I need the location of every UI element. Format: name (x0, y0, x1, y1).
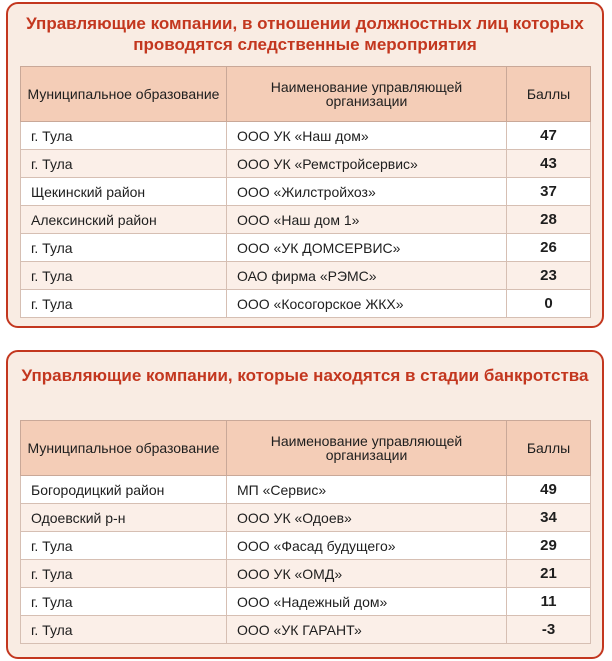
header-row (21, 67, 591, 122)
municipality-cell: Алексинский район (21, 206, 227, 234)
table-row (21, 290, 591, 318)
table-row (21, 504, 591, 532)
municipality-cell: г. Тула (21, 560, 227, 588)
organization-cell: ООО УК «Ремстройсервис» (227, 150, 507, 178)
organization-cell: ООО «Косогорское ЖКХ» (227, 290, 507, 318)
table-row (21, 588, 591, 616)
score-cell: 47 (507, 122, 591, 150)
score-cell: 26 (507, 234, 591, 262)
score-cell: 23 (507, 262, 591, 290)
municipality-cell: г. Тула (21, 616, 227, 644)
municipality-cell: г. Тула (21, 290, 227, 318)
organization-cell: МП «Сервис» (227, 476, 507, 504)
investigation-table (20, 66, 591, 318)
organization-cell: ООО «УК ДОМСЕРВИС» (227, 234, 507, 262)
bankruptcy-title: Управляющие компании, которые находятся в стадии банкротства (21, 366, 589, 385)
organization-cell: ОАО фирма «РЭМС» (227, 262, 507, 290)
municipality-cell: г. Тула (21, 588, 227, 616)
score-cell: 49 (507, 476, 591, 504)
table-row (21, 178, 591, 206)
organization-cell: ООО УК «Одоев» (227, 504, 507, 532)
header-municipality: Муниципальное образование (21, 421, 227, 476)
score-cell: 11 (507, 588, 591, 616)
investigation-panel (6, 2, 604, 328)
organization-cell: ООО «Наш дом 1» (227, 206, 507, 234)
organization-cell: ООО «Надежный дом» (227, 588, 507, 616)
header-municipality: Муниципальное образование (21, 67, 227, 122)
table-row (21, 234, 591, 262)
organization-cell: ООО «УК ГАРАНТ» (227, 616, 507, 644)
organization-cell: ООО «Жилстройхоз» (227, 178, 507, 206)
score-cell: 21 (507, 560, 591, 588)
table-row (21, 616, 591, 644)
score-cell: 43 (507, 150, 591, 178)
municipality-cell: г. Тула (21, 122, 227, 150)
header-organization: Наименование управляющей организации (227, 67, 507, 122)
table-row (21, 150, 591, 178)
municipality-cell: г. Тула (21, 532, 227, 560)
bankruptcy-panel (6, 350, 604, 659)
table-row (21, 476, 591, 504)
municipality-cell: г. Тула (21, 234, 227, 262)
score-cell: 37 (507, 178, 591, 206)
score-cell: 0 (507, 290, 591, 318)
header-organization: Наименование управляющей организации (227, 421, 507, 476)
organization-cell: ООО УК «Наш дом» (227, 122, 507, 150)
table-row (21, 532, 591, 560)
municipality-cell: Богородицкий район (21, 476, 227, 504)
table-row (21, 206, 591, 234)
bankruptcy-table (20, 420, 591, 644)
score-cell: 28 (507, 206, 591, 234)
header-score: Баллы (507, 67, 591, 122)
header-score: Баллы (507, 421, 591, 476)
table-row (21, 560, 591, 588)
municipality-cell: г. Тула (21, 262, 227, 290)
table-row (21, 262, 591, 290)
score-cell: 29 (507, 532, 591, 560)
organization-cell: ООО «Фасад будущего» (227, 532, 507, 560)
score-cell: 34 (507, 504, 591, 532)
municipality-cell: г. Тула (21, 150, 227, 178)
organization-cell: ООО УК «ОМД» (227, 560, 507, 588)
header-row (21, 421, 591, 476)
table-row (21, 122, 591, 150)
score-cell: -3 (507, 616, 591, 644)
investigation-title: Управляющие компании, в отношении должностных лиц которых проводятся следственные мероприятия (26, 14, 584, 54)
municipality-cell: Щекинский район (21, 178, 227, 206)
municipality-cell: Одоевский р-н (21, 504, 227, 532)
